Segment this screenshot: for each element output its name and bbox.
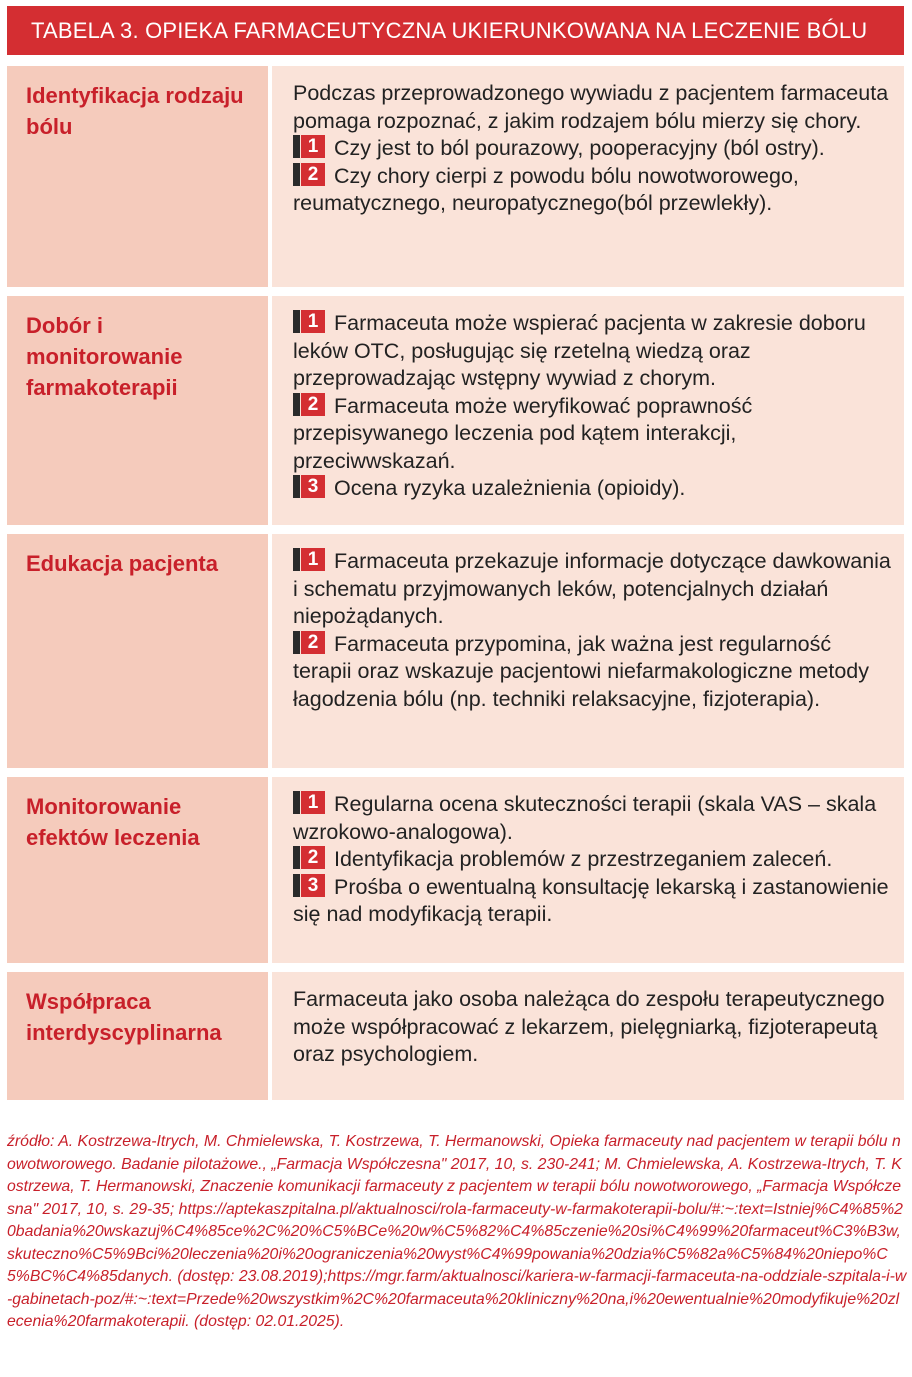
list-item-text: Prośba o ewentualną konsultację lekarską i zastanowienie się nad modyfikacją terapii. (293, 874, 889, 926)
badge-bar (293, 475, 300, 498)
row-label-cell (7, 66, 268, 287)
table-row-patient-education (7, 534, 904, 768)
table-title: TABELA 3. OPIEKA FARMACEUTYCZNA UKIERUNKOWANA NA LECZENIE BÓLU (7, 6, 904, 55)
list-item-text: Czy chory cierpi z powodu bólu nowotworowego, reumatycznego, neuropatycznego(ból przewlekły). (293, 163, 799, 215)
list-item-text: Farmaceuta może wspierać pacjenta w zakresie doboru leków OTC, posługując się rzetelną wiedzą oraz przeprowadzając wstępny wywiad z chorym. (293, 311, 866, 390)
badge-bar (293, 163, 300, 186)
badge-bar (293, 135, 300, 158)
list-item (293, 791, 893, 846)
badge-bar (293, 846, 300, 869)
row-content (293, 791, 893, 929)
badge-number: 2 (301, 393, 325, 416)
row-content (293, 986, 893, 1069)
list-item-text: Ocena ryzyka uzależnienia (opioidy). (334, 476, 686, 500)
list-item (293, 163, 893, 218)
badge-number: 1 (301, 135, 325, 158)
badge-bar (293, 393, 300, 416)
badge-bar (293, 791, 300, 814)
row-content-cell (272, 296, 904, 525)
badge-number: 2 (301, 846, 325, 869)
number-badge (293, 135, 325, 158)
row-label-cell (7, 972, 268, 1100)
number-badge (293, 393, 325, 416)
badge-number: 1 (301, 548, 325, 571)
badge-number: 1 (301, 310, 325, 333)
row-label: Identyfikacja rodzaju bólu (26, 83, 244, 139)
row-label: Dobór i monitorowanie farmakoterapii (26, 313, 183, 400)
list-item-text: Regularna ocena skuteczności terapii (skala VAS – skala wzrokowo-analogowa). (293, 792, 877, 844)
row-content (293, 310, 893, 503)
list-item (293, 310, 893, 393)
list-item (293, 135, 893, 163)
row-label: Edukacja pacjenta (26, 551, 218, 576)
list-item (293, 846, 893, 874)
list-item (293, 475, 893, 503)
row-content (293, 548, 893, 713)
list-item (293, 393, 893, 476)
number-badge (293, 846, 325, 869)
number-badge (293, 163, 325, 186)
badge-number: 2 (301, 631, 325, 654)
list-item-text: Farmaceuta przypomina, jak ważna jest regularność terapii oraz wskazuje pacjentowi niefarmakologiczne metody łagodzenia bólu (np. techniki relaksacyjne, fizjoterapia). (293, 631, 870, 711)
number-badge (293, 548, 325, 571)
badge-bar (293, 874, 300, 897)
badge-number: 3 (301, 874, 325, 897)
row-content-cell (272, 534, 904, 768)
number-badge (293, 791, 325, 814)
row-label: Monitorowanie efektów leczenia (26, 794, 200, 850)
intro-text: Farmaceuta jako osoba należąca do zespołu terapeutycznego może współpracować z lekarzem, pielęgniarką, fizjoterapeutą oraz psychologiem. (293, 987, 885, 1066)
row-content (293, 80, 893, 218)
row-label-cell (7, 534, 268, 768)
list-item (293, 548, 893, 631)
number-badge (293, 310, 325, 333)
row-label-cell (7, 777, 268, 963)
list-item-text: Farmaceuta przekazuje informacje dotyczące dawkowania i schematu przyjmowanych leków, potencjalnych działań niepożądanych. (293, 549, 891, 628)
badge-bar (293, 310, 300, 333)
row-content-cell (272, 777, 904, 963)
row-content-cell (272, 972, 904, 1100)
table-row-pain-identification (7, 66, 904, 287)
row-content-cell (272, 66, 904, 287)
badge-bar (293, 548, 300, 571)
table-row-treatment-monitoring (7, 777, 904, 963)
badge-bar (293, 631, 300, 654)
row-label: Współpraca interdyscyplinarna (26, 989, 222, 1045)
list-item-text: Identyfikacja problemów z przestrzeganiem zaleceń. (334, 847, 833, 871)
list-item (293, 631, 893, 714)
number-badge (293, 475, 325, 498)
source-citation: źródło: A. Kostrzewa-Itrych, M. Chmielewska, T. Kostrzewa, T. Hermanowski, Opieka farmaceuty nad pacjentem w terapii bólu nowotworowego. Badanie pilotażowe., „Farmacja Współczesna" 2017, 10, s. 230-241; M. Chmielewska, A. Kostrzewa-Itrych, T. Kostrzewa, T. Hermanowski, Znaczenie komunikacji farmaceuty z pacjentem w terapii bólu nowotworowego, „Farmacja Współczesna" 2017, 10, s. 29-35; https://aptekaszpitalna.pl/aktualnosci/rola-farmaceuty-w-farmakoterapii-bolu/#:~:text=Istniej%C4%85%20badania%20wskazuj%C4%85ce%2C%20%C5%BCe%20w%C5%82%C4%85czenie%20si%C4%99%20farmaceut%C3%B3w,skuteczno%C5%9Bci%20leczenia%20i%20ograniczenia%20wyst%C4%99powania%20dzia%C5%82a%C5%84%20niepo%C5%BC%C4%85danych. (dostęp: 23.08.2019);https://mgr.farm/aktualnosci/kariera-w-farmacji-farmaceuta-na-oddziale-szpitala-i-w-gabinetach-poz/#:~:text=Przede%20wszystkim%2C%20farmaceuta%20kliniczny%20na,i%20ewentualnie%20modyfikuje%20zlecenia%20farmakoterapii. (dostęp: 02.01.2025). (7, 1133, 907, 1330)
badge-number: 2 (301, 163, 325, 186)
number-badge (293, 874, 325, 897)
number-badge (293, 631, 325, 654)
badge-number: 1 (301, 791, 325, 814)
list-item (293, 874, 893, 929)
table-row-pharmacotherapy (7, 296, 904, 525)
intro-text: Podczas przeprowadzonego wywiadu z pacjentem farmaceuta pomaga rozpoznać, z jakim rodzajem bólu mierzy się chory. (293, 81, 889, 133)
row-label-cell (7, 296, 268, 525)
list-item-text: Czy jest to ból pourazowy, pooperacyjny (ból ostry). (334, 136, 825, 160)
list-item-text: Farmaceuta może weryfikować poprawność przepisywanego leczenia pod kątem interakcji, przeciwwskazań. (293, 393, 753, 473)
table-row-interdisciplinary (7, 972, 904, 1100)
badge-number: 3 (301, 475, 325, 498)
